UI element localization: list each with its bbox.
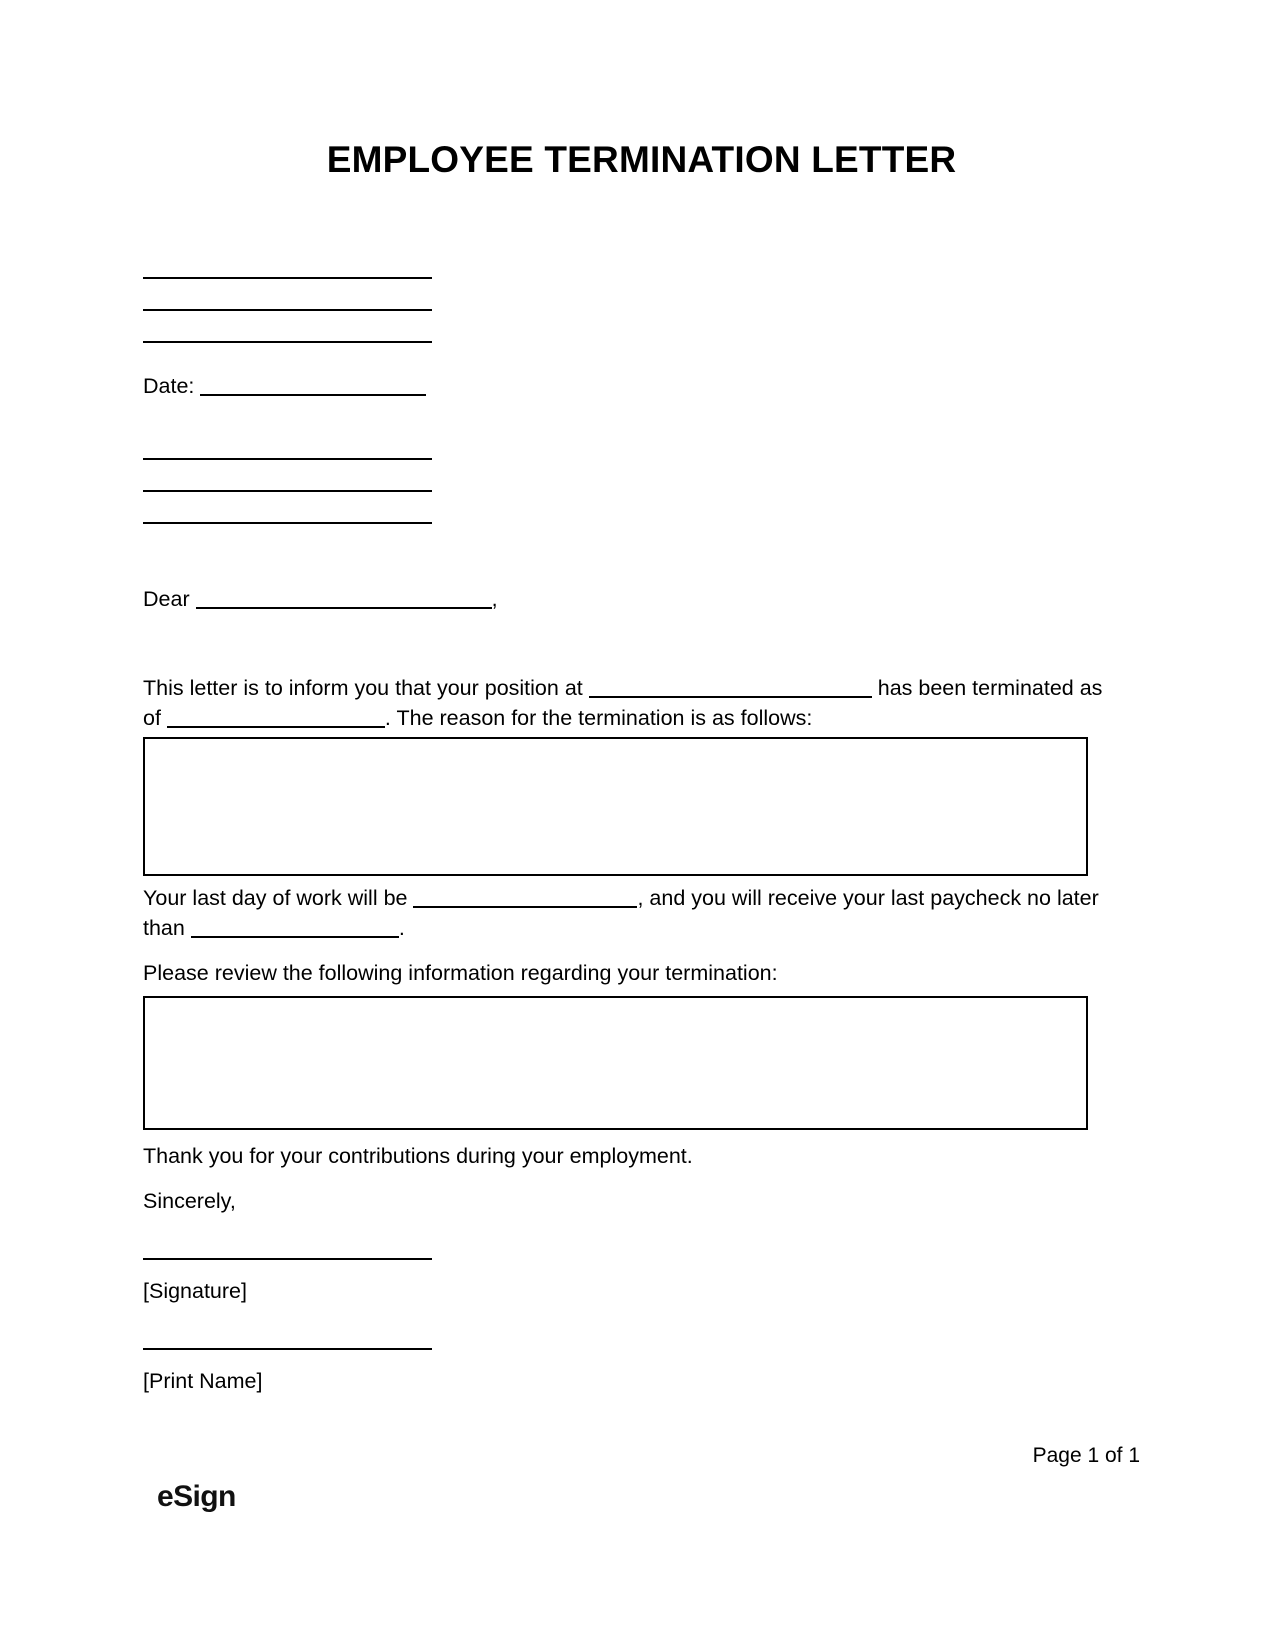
print-name-label: [Print Name] — [143, 1369, 263, 1393]
termination-text-part-3: . The reason for the termination is as follows: — [384, 706, 813, 730]
reason-textbox[interactable] — [143, 737, 1088, 876]
lastday-text-part-2: , and you will receive your last paycheck no later than — [143, 886, 1099, 940]
signature-line[interactable] — [143, 1258, 432, 1260]
letter-body — [143, 0, 1140, 1650]
closing-salutation: Sincerely, — [143, 1189, 236, 1213]
salutation-row — [143, 585, 498, 613]
last-day-input[interactable] — [413, 889, 637, 908]
date-field-row — [143, 372, 426, 400]
lastday-paragraph — [143, 883, 1103, 943]
paycheck-date-input[interactable] — [191, 919, 399, 938]
page-title: EMPLOYEE TERMINATION LETTER — [326, 139, 957, 180]
sender-line-2[interactable] — [143, 309, 432, 311]
sender-line-1[interactable] — [143, 277, 432, 279]
recipient-line-1[interactable] — [143, 458, 432, 460]
recipient-name-input[interactable] — [196, 590, 492, 609]
lastday-text-part-1: Your last day of work will be — [143, 886, 408, 910]
lastday-text-part-3: . — [398, 916, 405, 940]
review-info-paragraph: Please review the following information regarding your termination: — [143, 961, 778, 985]
company-input[interactable] — [589, 679, 872, 698]
print-name-line[interactable] — [143, 1348, 432, 1350]
termination-text-part-2: has been terminated as of — [143, 676, 1103, 730]
date-label: Date: — [143, 374, 195, 398]
page-indicator: Page 1 of 1 — [1032, 1444, 1140, 1467]
sender-line-3[interactable] — [143, 341, 432, 343]
thank-you-paragraph: Thank you for your contributions during your employment. — [143, 1144, 693, 1168]
recipient-line-3[interactable] — [143, 522, 432, 524]
recipient-line-2[interactable] — [143, 490, 432, 492]
salutation-prefix: Dear — [143, 587, 190, 611]
date-input[interactable] — [200, 377, 426, 396]
salutation-suffix: , — [491, 587, 498, 611]
termination-date-input[interactable] — [167, 709, 385, 728]
termination-text-part-1: This letter is to inform you that your position at — [143, 676, 583, 700]
signature-label: [Signature] — [143, 1279, 247, 1303]
termination-paragraph — [143, 673, 1103, 733]
esign-logo: eSign — [157, 1480, 236, 1513]
information-textbox[interactable] — [143, 996, 1088, 1130]
